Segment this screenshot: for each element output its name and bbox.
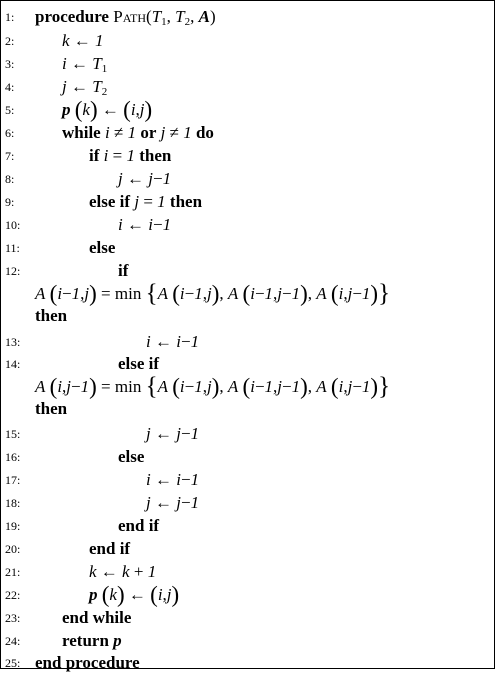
- operator: ,: [135, 100, 140, 119]
- operator: ←: [154, 332, 172, 351]
- variable: A: [35, 377, 46, 396]
- paren-left: (: [49, 374, 58, 399]
- paren-right: ): [300, 281, 308, 306]
- variable: 1: [157, 192, 166, 211]
- variable: i: [146, 332, 151, 351]
- variable: T: [151, 7, 162, 26]
- line-number: 4:: [5, 80, 15, 94]
- operator: −: [184, 377, 195, 396]
- operator: ←: [128, 585, 146, 604]
- code-text: [89, 237, 115, 259]
- variable: k: [109, 585, 117, 604]
- variable: T: [92, 77, 102, 96]
- line-number: 18:: [5, 496, 21, 510]
- variable: i: [176, 332, 181, 351]
- variable: j: [146, 493, 151, 512]
- paren-left: (: [74, 97, 83, 122]
- operator: −: [152, 169, 163, 188]
- variable: j: [118, 169, 123, 188]
- operator: ,: [343, 284, 348, 303]
- paren-right: ): [370, 281, 379, 306]
- variable: i: [250, 377, 255, 396]
- variable: 1: [147, 562, 157, 581]
- line-number: 7:: [5, 149, 15, 163]
- keyword: end while: [62, 608, 132, 627]
- operator: =: [143, 192, 153, 211]
- code-text: [35, 6, 216, 28]
- variable: 1: [264, 377, 274, 396]
- line-number: 17:: [5, 473, 21, 487]
- code-text: [62, 76, 107, 98]
- line-number: 3:: [5, 57, 15, 71]
- brace-right: }: [378, 373, 391, 400]
- operator: ,: [80, 284, 85, 303]
- line-number: 11:: [5, 241, 20, 255]
- paren-left: (: [49, 281, 58, 306]
- operator: ,: [307, 377, 317, 396]
- code-text: [118, 353, 159, 375]
- operator: ,: [219, 377, 228, 396]
- variable: i: [148, 215, 153, 234]
- operator: ,: [343, 377, 348, 396]
- variable: 1: [190, 332, 200, 351]
- code-text: [146, 469, 199, 491]
- operator: ): [209, 7, 216, 26]
- keyword: then: [35, 399, 68, 418]
- variable: j: [148, 169, 153, 188]
- variable: 1: [95, 31, 104, 50]
- variable: j: [176, 424, 181, 443]
- operator: min: [114, 377, 142, 396]
- operator: ,: [273, 284, 278, 303]
- paren-left: (: [330, 374, 339, 399]
- operator: ,: [162, 585, 167, 604]
- operator: ,: [62, 377, 67, 396]
- code-text: [146, 423, 199, 445]
- line-number: 1:: [5, 10, 15, 24]
- operator: =: [101, 377, 111, 396]
- variable: k: [122, 562, 130, 581]
- operator: ≠: [169, 123, 179, 142]
- variable: i: [179, 284, 185, 303]
- operator: ←: [126, 215, 144, 234]
- variable: 1: [194, 284, 203, 303]
- variable: i: [57, 284, 63, 303]
- variable: 1: [190, 424, 200, 443]
- operator: −: [180, 424, 191, 443]
- code-text: [118, 168, 171, 190]
- paren-right: ): [89, 374, 97, 399]
- keyword: else if: [89, 192, 131, 211]
- code-text: [35, 398, 67, 420]
- operator: ≠: [113, 123, 124, 142]
- code-text: [89, 145, 171, 167]
- code-text: [118, 446, 144, 468]
- paren-right: ): [211, 374, 220, 399]
- operator: ←: [101, 100, 119, 119]
- paren-right: ): [171, 582, 180, 607]
- keyword: then: [35, 306, 68, 325]
- code-text: [35, 373, 391, 400]
- bold-variable: p: [89, 585, 98, 604]
- operator: ,: [273, 377, 278, 396]
- operator: ←: [73, 31, 91, 50]
- variable: i: [157, 585, 163, 604]
- code-text: [62, 630, 122, 652]
- variable: j: [206, 284, 212, 303]
- paren-left: (: [150, 582, 158, 607]
- line-number: 20:: [5, 542, 21, 556]
- variable: j: [277, 377, 283, 396]
- variable: i: [338, 284, 344, 303]
- keyword: end if: [89, 539, 131, 558]
- variable: 1: [127, 123, 137, 142]
- code-text: [35, 305, 67, 327]
- code-text: [89, 538, 130, 560]
- variable: j: [146, 424, 151, 443]
- line-number: 8:: [5, 172, 15, 186]
- variable: 1: [264, 284, 274, 303]
- brace-left: {: [145, 373, 158, 400]
- paren-left: (: [101, 582, 110, 607]
- code-text: [89, 584, 179, 606]
- operator: −: [254, 284, 265, 303]
- code-text: [89, 191, 202, 213]
- code-text: [146, 331, 199, 353]
- variable: j: [176, 493, 181, 512]
- brace-left: {: [145, 280, 158, 307]
- paren-right: ): [89, 281, 97, 306]
- operator: (: [146, 7, 152, 26]
- keyword: return: [62, 631, 109, 650]
- variable: i: [130, 100, 136, 119]
- subscript: 2: [184, 16, 191, 28]
- variable: j: [347, 377, 353, 396]
- variable: T: [92, 54, 102, 73]
- variable: i: [118, 215, 123, 234]
- variable: 1: [71, 284, 81, 303]
- variable: T: [175, 7, 185, 26]
- line-number: 16:: [5, 450, 21, 464]
- paren-left: (: [330, 281, 339, 306]
- variable: i: [250, 284, 255, 303]
- keyword: else: [89, 238, 116, 257]
- keyword: then: [169, 192, 203, 211]
- operator: −: [352, 284, 362, 303]
- brace-right: }: [378, 280, 391, 307]
- code-text: [62, 122, 214, 144]
- paren-right: ): [89, 97, 98, 122]
- paren-right: ): [116, 582, 125, 607]
- keyword: else: [118, 447, 145, 466]
- bold-variable: p: [113, 631, 122, 650]
- variable: 1: [190, 470, 200, 489]
- operator: ←: [70, 54, 88, 73]
- keyword: else if: [118, 354, 160, 373]
- variable: 1: [183, 123, 192, 142]
- code-text: [62, 53, 107, 75]
- code-text: [89, 561, 156, 583]
- bold-variable: p: [62, 100, 71, 119]
- operator: ←: [100, 562, 118, 581]
- variable: i: [103, 146, 109, 165]
- variable: j: [84, 284, 90, 303]
- line-number: 23:: [5, 611, 21, 625]
- variable: A: [316, 377, 327, 396]
- keyword: procedure: [35, 7, 109, 26]
- operator: −: [152, 215, 163, 234]
- operator: ,: [307, 284, 317, 303]
- variable: j: [66, 377, 72, 396]
- variable: A: [157, 377, 168, 396]
- operator: −: [180, 470, 191, 489]
- paren-right: ): [370, 374, 379, 399]
- code-text: [62, 30, 104, 52]
- line-number: 21:: [5, 565, 21, 579]
- code-text: [62, 607, 131, 629]
- variable: j: [160, 123, 166, 142]
- paren-right: ): [144, 97, 153, 122]
- operator: ,: [202, 377, 207, 396]
- variable: 1: [194, 377, 203, 396]
- variable: j: [139, 100, 145, 119]
- subscript: 1: [101, 63, 108, 75]
- line-number: 14:: [5, 357, 21, 371]
- keyword: if: [118, 261, 129, 280]
- keyword: end procedure: [35, 653, 140, 672]
- procedure-name: Path: [113, 7, 147, 26]
- variable: 1: [126, 146, 135, 165]
- variable: j: [206, 377, 212, 396]
- line-number: 12:: [5, 264, 21, 278]
- line-number: 22:: [5, 588, 21, 602]
- variable: j: [347, 284, 353, 303]
- variable: 1: [361, 284, 371, 303]
- variable: k: [62, 31, 70, 50]
- operator: −: [352, 377, 362, 396]
- line-number: 6:: [5, 126, 15, 140]
- variable: i: [62, 54, 67, 73]
- code-text: [146, 492, 199, 514]
- code-text: [118, 214, 171, 236]
- operator: ,: [166, 7, 176, 26]
- variable: 1: [361, 377, 371, 396]
- paren-right: ): [211, 281, 220, 306]
- paren-left: (: [123, 97, 131, 122]
- line-number: 24:: [5, 634, 21, 648]
- operator: ,: [202, 284, 207, 303]
- variable: 1: [291, 284, 301, 303]
- variable: A: [227, 377, 239, 396]
- operator: −: [282, 284, 292, 303]
- operator: ,: [219, 284, 228, 303]
- line-number: 9:: [5, 195, 15, 209]
- operator: −: [62, 284, 72, 303]
- variable: A: [316, 284, 327, 303]
- paren-left: (: [242, 374, 251, 399]
- variable: i: [338, 377, 344, 396]
- operator: ←: [126, 169, 144, 188]
- variable: i: [176, 470, 181, 489]
- operator: ←: [154, 470, 172, 489]
- keyword: end if: [118, 516, 160, 535]
- operator: +: [133, 562, 144, 581]
- variable: 1: [190, 493, 200, 512]
- variable: i: [104, 123, 110, 142]
- keyword: then: [139, 146, 172, 165]
- operator: −: [180, 493, 191, 512]
- line-number: 2:: [5, 34, 15, 48]
- paren-left: (: [242, 281, 251, 306]
- operator: ,: [190, 7, 199, 26]
- code-text: [62, 99, 152, 121]
- variable: 1: [162, 169, 172, 188]
- subscript: 2: [101, 86, 108, 98]
- bold-variable: A: [198, 7, 210, 26]
- operator: ←: [154, 424, 172, 443]
- operator: −: [184, 284, 195, 303]
- line-number: 5:: [5, 103, 15, 117]
- keyword: or: [140, 123, 157, 142]
- variable: 1: [80, 377, 90, 396]
- line-number: 15:: [5, 427, 21, 441]
- paren-left: (: [172, 281, 180, 306]
- paren-right: ): [300, 374, 308, 399]
- operator: −: [254, 377, 265, 396]
- line-number: 19:: [5, 519, 21, 533]
- operator: −: [71, 377, 81, 396]
- line-number: 13:: [5, 335, 21, 349]
- operator: min: [114, 284, 142, 303]
- line-number: 25:: [5, 656, 21, 670]
- variable: i: [146, 470, 151, 489]
- variable: i: [179, 377, 185, 396]
- paren-left: (: [172, 374, 180, 399]
- variable: j: [166, 585, 172, 604]
- variable: A: [157, 284, 168, 303]
- line-number: 10:: [5, 218, 21, 232]
- operator: ←: [70, 77, 88, 96]
- operator: −: [180, 332, 191, 351]
- variable: j: [277, 284, 283, 303]
- keyword: while: [62, 123, 101, 142]
- variable: k: [82, 100, 90, 119]
- code-text: [118, 260, 128, 282]
- code-text: [35, 280, 391, 307]
- operator: =: [112, 146, 123, 165]
- variable: 1: [291, 377, 301, 396]
- keyword: if: [89, 146, 100, 165]
- operator: =: [101, 284, 111, 303]
- operator: −: [282, 377, 292, 396]
- variable: A: [227, 284, 239, 303]
- variable: 1: [162, 215, 172, 234]
- variable: k: [89, 562, 97, 581]
- variable: j: [62, 77, 67, 96]
- operator: ←: [154, 493, 172, 512]
- code-text: [118, 515, 159, 537]
- variable: j: [134, 192, 140, 211]
- variable: i: [57, 377, 63, 396]
- keyword: do: [195, 123, 214, 142]
- variable: A: [35, 284, 46, 303]
- code-text: [35, 652, 140, 674]
- subscript: 1: [161, 16, 167, 28]
